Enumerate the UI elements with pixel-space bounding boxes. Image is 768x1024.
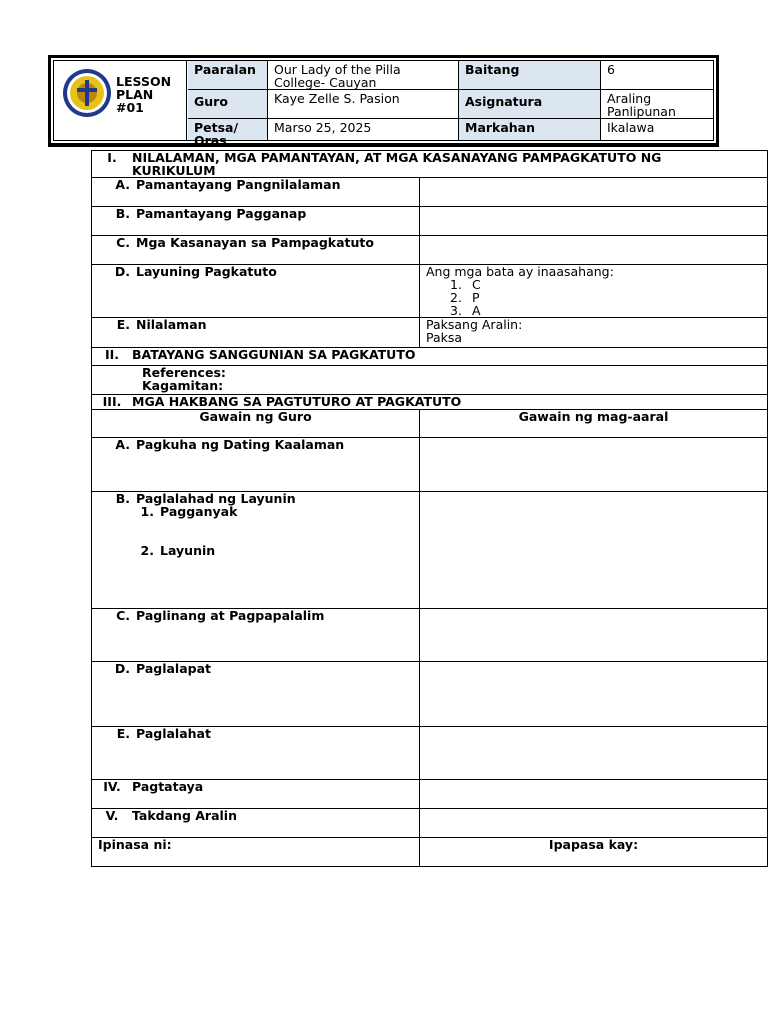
markahan-value: Ikalawa — [607, 120, 655, 135]
asignatura-label: Asignatura — [459, 90, 601, 119]
activity-column-headers — [92, 410, 768, 438]
paglalahat-label: Paglalahat — [136, 726, 211, 741]
section-5-numeral: V. — [105, 808, 119, 823]
paksang-aralin-label: Paksang Aralin: — [426, 317, 523, 332]
mga-kasanayan-label: Mga Kasanayan sa Pampagkatuto — [136, 235, 374, 250]
section-2-title: BATAYANG SANGGUNIAN SA PAGKATUTO — [132, 347, 416, 362]
gawain-ng-mag-aaral-header: Gawain ng mag-aaral — [420, 410, 768, 438]
guro-label: Guro — [188, 90, 268, 119]
row-paglinang: C. Paglinang at Pagpapalalim — [92, 609, 768, 662]
takdang-aralin-label: Takdang Aralin — [132, 808, 237, 823]
pagtataya-label: Pagtataya — [132, 779, 204, 794]
section-1-numeral: I. — [107, 150, 117, 165]
ipinasa-ni-label: Ipinasa ni: — [92, 838, 420, 867]
row-pagkuha: A. Pagkuha ng Dating Kaalaman — [92, 438, 768, 492]
takdang-aralin-value[interactable] — [420, 809, 768, 838]
paksa-label: Paksa — [426, 330, 463, 345]
row-takdang-aralin — [92, 809, 768, 838]
school-seal-logo — [62, 68, 112, 118]
pamantayang-pangnilalaman-value[interactable] — [420, 178, 768, 207]
pagganyak-label: Pagganyak — [160, 504, 238, 519]
section-2-header — [92, 348, 768, 366]
paglalapat-label: Paglalapat — [136, 661, 212, 676]
pagkuha-value[interactable] — [420, 438, 768, 492]
pamantayang-pangnilalaman-label: Pamantayang Pangnilalaman — [136, 177, 341, 192]
baitang-label: Baitang — [459, 61, 601, 90]
layunin-item: P — [472, 290, 480, 305]
paaralan-value: Our Lady of the Pilla College- Cauyan — [268, 61, 459, 90]
layuning-pagkatuto-label: Layuning Pagkatuto — [136, 264, 277, 279]
lesson-plan-body — [91, 150, 767, 867]
section-3-title: MGA HAKBANG SA PAGTUTURO AT PAGKATUTO — [132, 394, 462, 409]
pagkuha-label: Pagkuha ng Dating Kaalaman — [136, 437, 345, 452]
row-pamantayang-pagganap: B. Pamantayang Pagganap — [92, 207, 768, 236]
title-line-1: LESSON — [116, 74, 172, 89]
pamantayang-pagganap-label: Pamantayang Pagganap — [136, 206, 307, 221]
lesson-plan-header — [48, 55, 719, 147]
paglalahad-label: Paglalahad ng Layunin — [136, 491, 296, 506]
section-3-header — [92, 395, 768, 410]
lesson-plan-title — [116, 75, 171, 114]
paglalahat-value[interactable] — [420, 727, 768, 780]
row-paglalahat: E. Paglalahat — [92, 727, 768, 780]
paglinang-label: Paglinang at Pagpapalalim — [136, 608, 325, 623]
section-1-title-line-2: KURIKULUM — [132, 163, 216, 178]
mga-kasanayan-value[interactable] — [420, 236, 768, 265]
section-4-numeral: IV. — [103, 779, 121, 794]
row-layuning-pagkatuto: D. Layuning Pagkatuto Ang mga bata ay inaasahang: 1. C 2. P 3. A — [92, 265, 768, 318]
ipapasa-kay-label: Ipapasa kay: — [420, 838, 768, 867]
row-references — [92, 366, 768, 395]
nilalaman-label: Nilalaman — [136, 317, 207, 332]
layunin-label: Layunin — [160, 543, 216, 558]
layuning-list: 1. C 2. P 3. A — [450, 277, 481, 318]
row-pagtataya — [92, 780, 768, 809]
section-1-title-line-1: NILALAMAN, MGA PAMANTAYAN, AT MGA KASANAYANG PAMPAGKATUTO NG — [132, 150, 662, 165]
petsa-value: Marso 25, 2025 — [268, 119, 459, 140]
kagamitan-label: Kagamitan: — [142, 378, 224, 393]
nilalaman-value[interactable] — [420, 318, 768, 348]
section-2-numeral: II. — [104, 347, 120, 362]
layunin-item: A — [472, 303, 481, 318]
row-mga-kasanayan: C. Mga Kasanayan sa Pampagkatuto — [92, 236, 768, 265]
paglalahad-value[interactable] — [420, 492, 768, 609]
row-nilalaman: E. Nilalaman Paksang Aralin: Paksa — [92, 318, 768, 348]
title-line-2: PLAN — [116, 87, 154, 102]
paaralan-label: Paaralan — [188, 61, 268, 90]
asignatura-value: Araling Panlipunan — [601, 90, 713, 119]
paglalapat-value[interactable] — [420, 662, 768, 727]
pagtataya-value[interactable] — [420, 780, 768, 809]
logo-cell — [54, 61, 187, 140]
baitang-value: 6 — [601, 61, 713, 90]
layuning-pagkatuto-value[interactable] — [420, 265, 768, 318]
row-paglalapat: D. Paglalapat — [92, 662, 768, 727]
markahan-label: Markahan — [459, 119, 601, 140]
title-line-3: #01 — [116, 100, 144, 115]
header-grid — [188, 61, 713, 148]
section-1-header — [92, 151, 768, 178]
guro-value: Kaye Zelle S. Pasion — [268, 90, 459, 119]
row-paglalahad: B. Paglalahad ng Layunin 1. Pagganyak 2. Layunin — [92, 492, 768, 609]
paglinang-value[interactable] — [420, 609, 768, 662]
section-3-numeral: III. — [102, 394, 122, 409]
petsa-label: Petsa/ Oras — [188, 119, 268, 140]
pamantayang-pagganap-value[interactable] — [420, 207, 768, 236]
references-label: References: — [142, 365, 226, 380]
layunin-item: C — [472, 277, 481, 292]
gawain-ng-guro-header: Gawain ng Guro — [92, 410, 420, 438]
layuning-intro: Ang mga bata ay inaasahang: — [426, 264, 614, 279]
row-signatures — [92, 838, 768, 867]
row-pamantayang-pangnilalaman: A. Pamantayang Pangnilalaman — [92, 178, 768, 207]
